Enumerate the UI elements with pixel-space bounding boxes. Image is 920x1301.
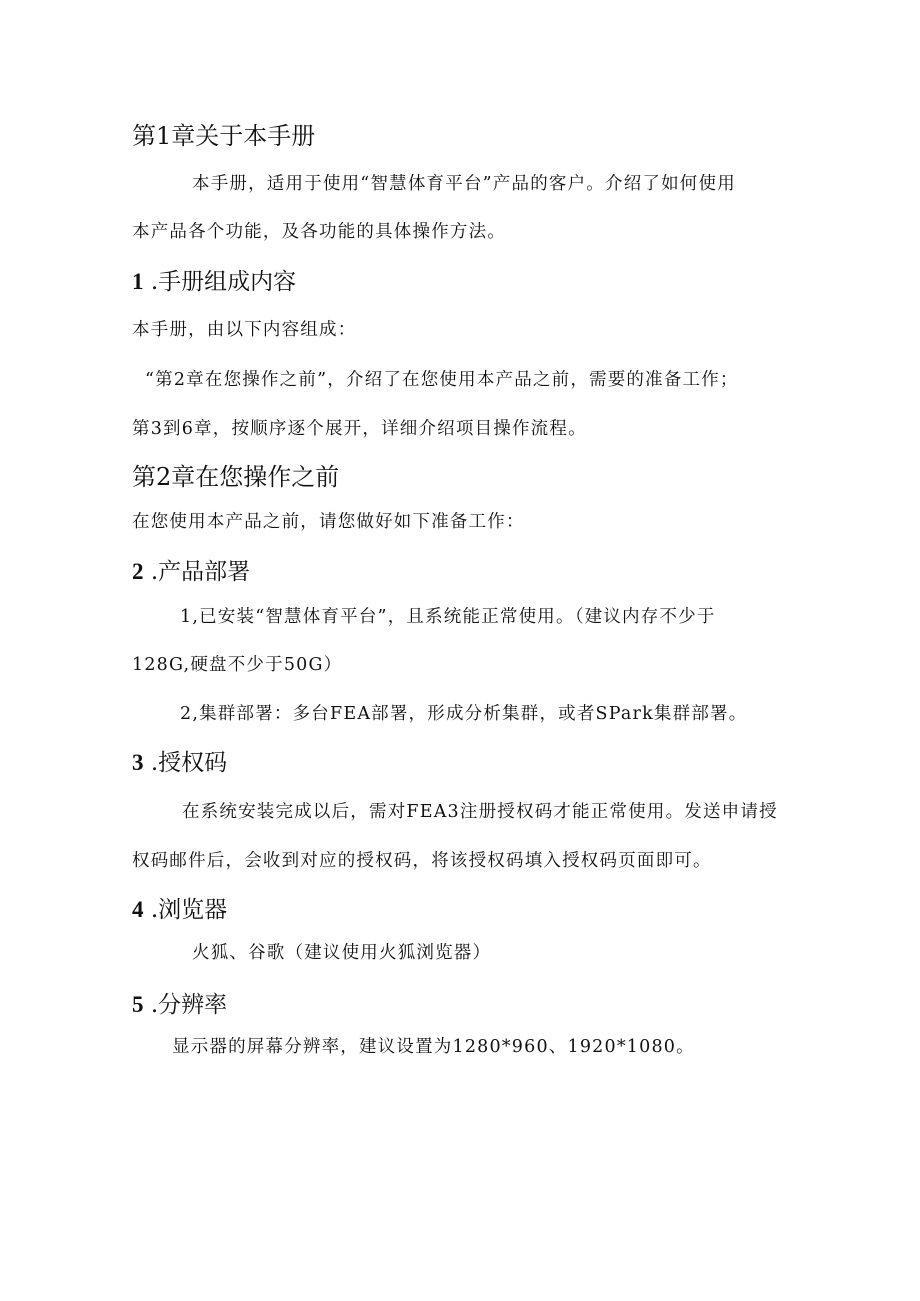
section-2-heading [132, 560, 250, 584]
section-2-line-1: 1,已安装“智慧体育平台”，且系统能正常使用。（建议内存不少于 [180, 607, 716, 627]
section-2-line-3: 2,集群部署：多台FEA部署，形成分析集群，或者SPark集群部署。 [180, 704, 748, 724]
section-1-line-1: 本手册，由以下内容组成： [132, 320, 357, 340]
section-2-line-2: 128G,硬盘不少于50G） [132, 655, 343, 675]
section-5-title: .分辨率 [150, 992, 228, 1018]
section-3-number: 3 [132, 750, 144, 775]
section-1-heading [132, 270, 296, 294]
section-2-number: 2 [132, 559, 144, 584]
section-5-heading [132, 993, 227, 1017]
chapter-2-heading: 第2章在您操作之前 [132, 463, 340, 491]
section-3-title: .授权码 [150, 750, 228, 776]
section-3-line-2: 权码邮件后，会收到对应的授权码，将该授权码填入授权码页面即可。 [132, 851, 712, 871]
section-5-line-1: 显示器的屏幕分辨率，建议设置为1280*960、1920*1080。 [172, 1037, 695, 1057]
section-3-line-1: 在系统安装完成以后，需对FEA3注册授权码才能正常使用。发送申请授 [182, 802, 778, 822]
section-2-title: .产品部署 [150, 559, 251, 585]
section-3-heading [132, 751, 227, 775]
section-1-title: .手册组成内容 [150, 269, 297, 295]
chapter-1-intro-line-1: 本手册，适用于使用“智慧体育平台”产品的客户。介绍了如何使用 [192, 174, 736, 194]
section-1-line-2: “第2章在您操作之前”，介绍了在您使用本产品之前，需要的准备工作； [145, 370, 739, 390]
chapter-2-intro: 在您使用本产品之前，请您做好如下准备工作： [132, 512, 525, 532]
section-1-line-3: 第3到6章，按顺序逐个展开，详细介绍项目操作流程。 [132, 419, 587, 439]
chapter-1-heading: 第1章关于本手册 [132, 122, 316, 150]
section-4-line-1: 火狐、谷歌（建议使用火狐浏览器） [192, 943, 492, 963]
section-1-number: 1 [132, 269, 144, 294]
section-4-number: 4 [132, 897, 144, 922]
section-4-title: .浏览器 [150, 897, 228, 923]
section-5-number: 5 [132, 992, 144, 1017]
section-4-heading [132, 898, 227, 922]
chapter-1-intro-line-2: 本产品各个功能，及各功能的具体操作方法。 [132, 222, 506, 242]
